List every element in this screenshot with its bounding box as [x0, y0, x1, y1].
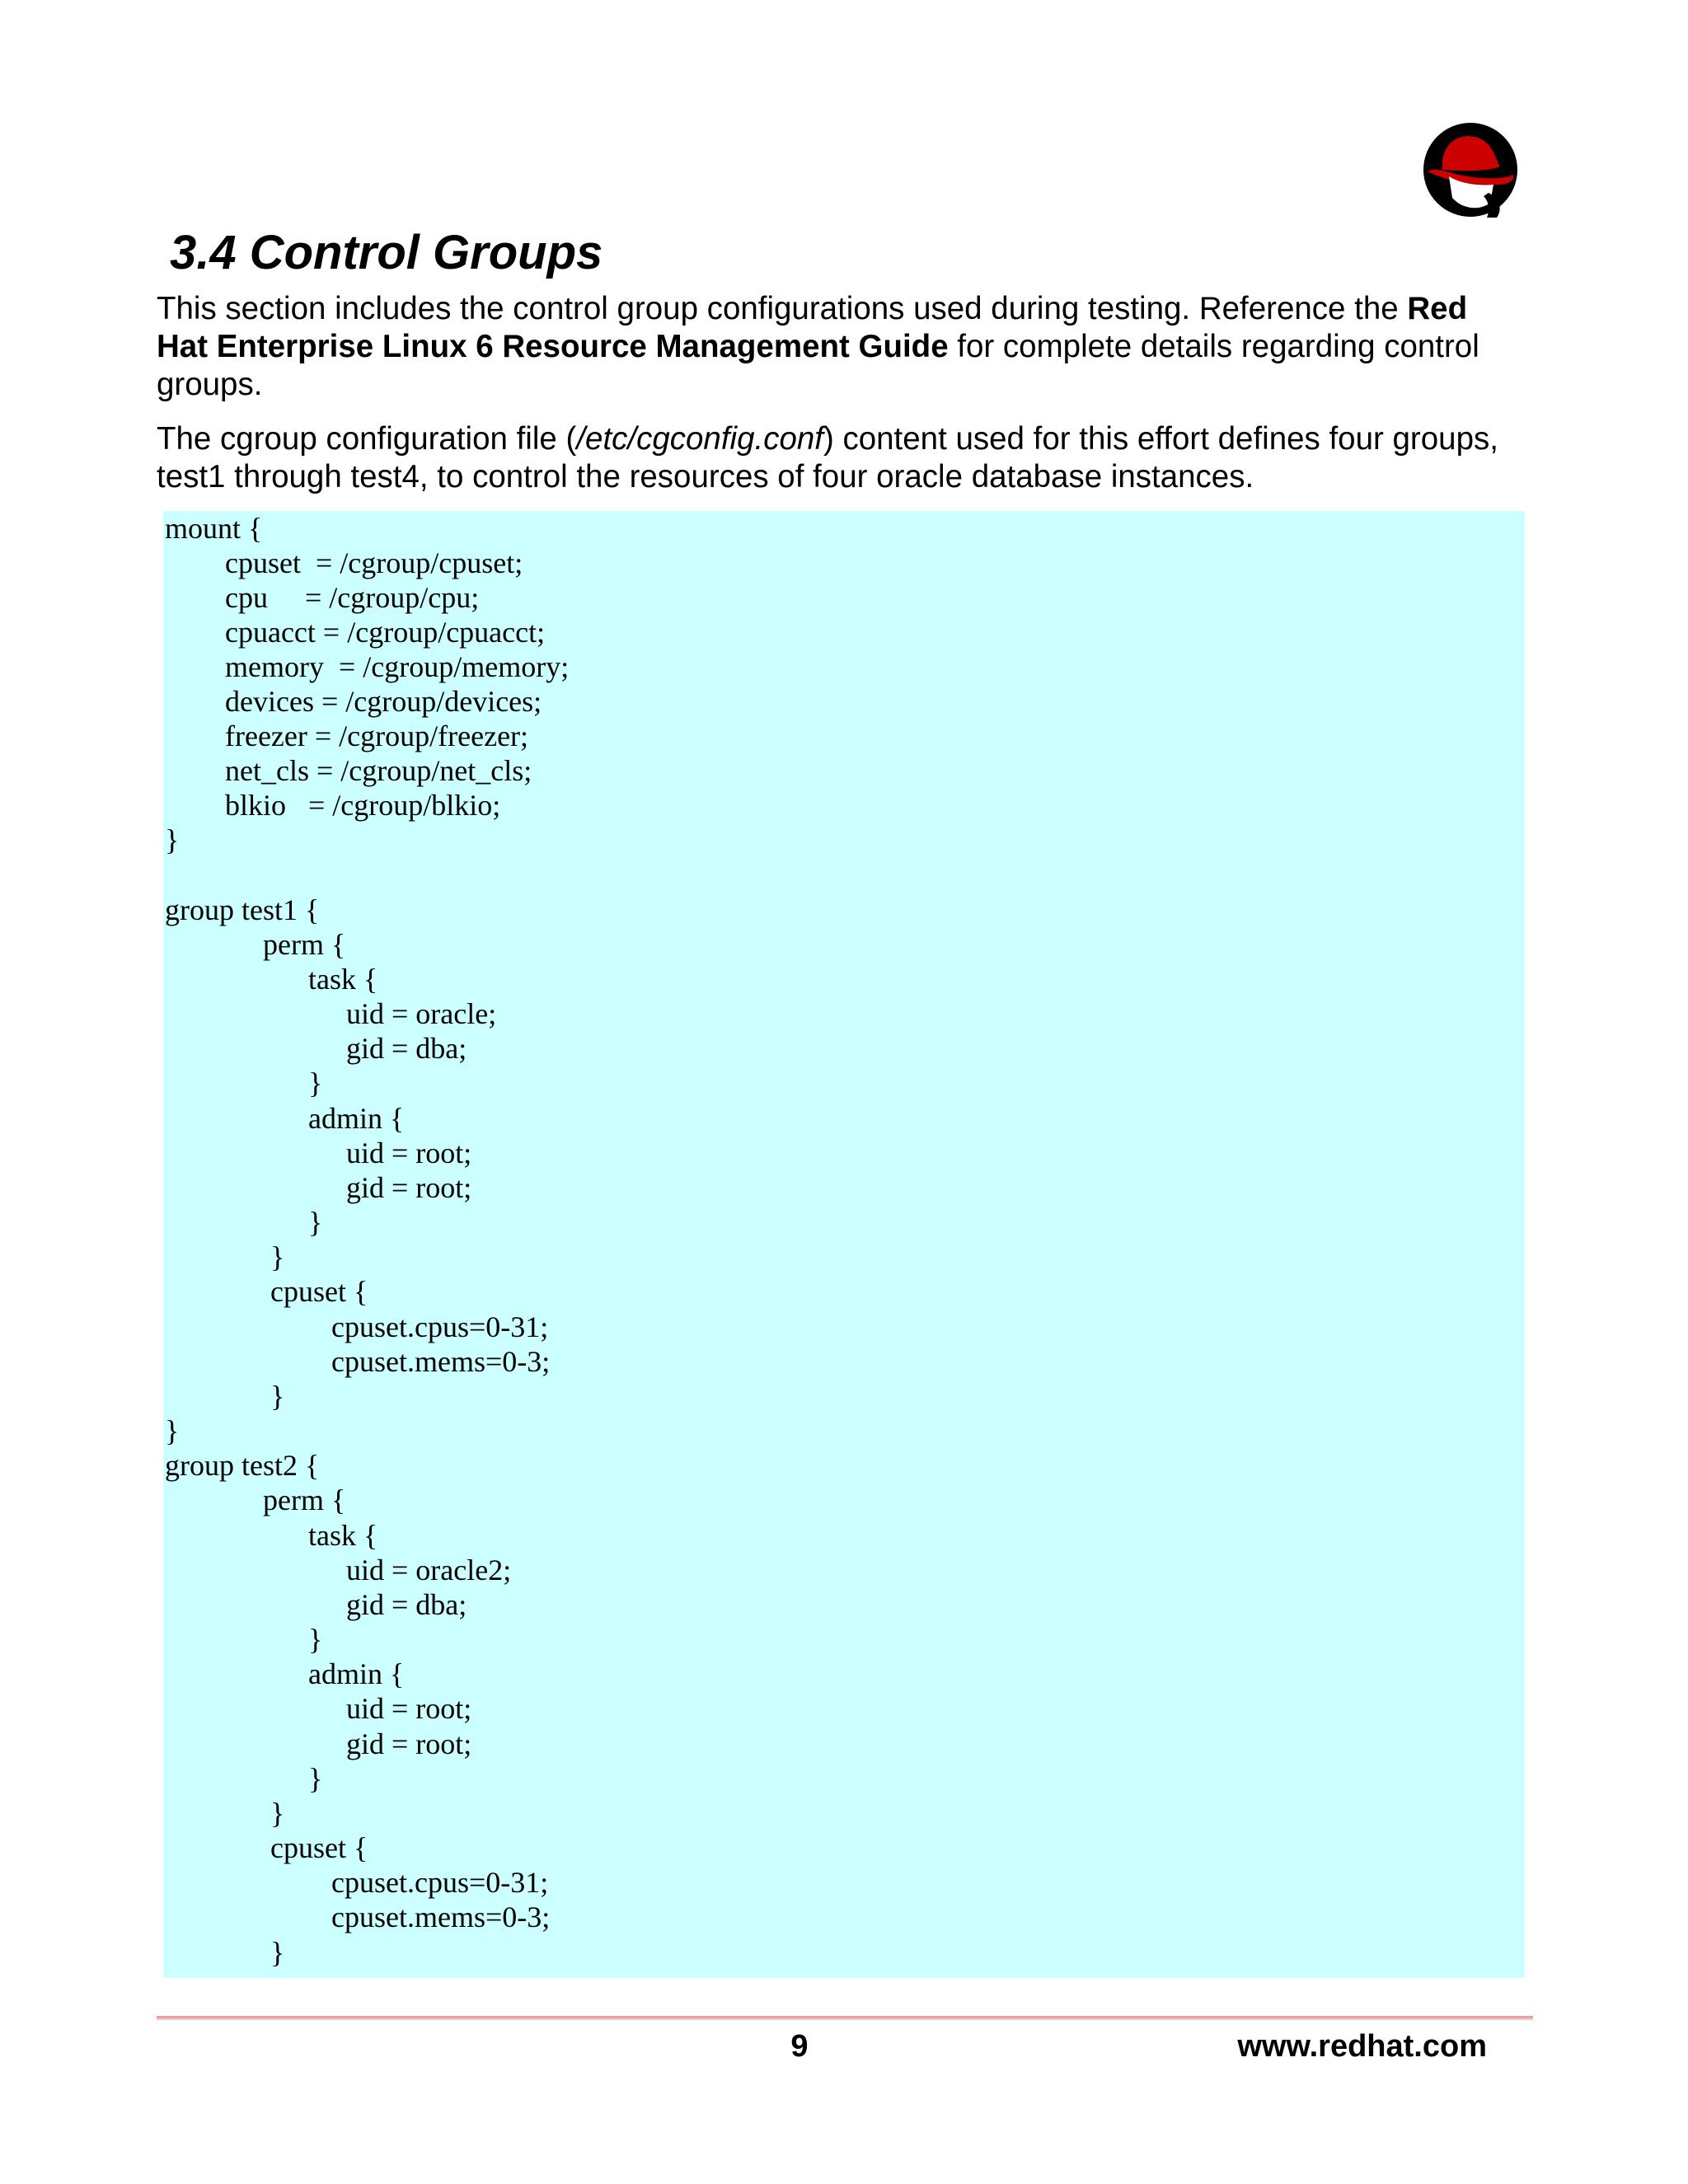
- code-line: gid = root;: [346, 1727, 472, 1760]
- code-line: admin {: [308, 1102, 405, 1135]
- intro-paragraph: [157, 290, 1526, 404]
- code-line: task {: [308, 1519, 378, 1552]
- code-line: }: [308, 1762, 323, 1795]
- page-number: 9: [790, 2029, 809, 2064]
- red-hat-logo-icon: [1419, 122, 1525, 218]
- intro-text-1: This section includes the control group configurations used during testing. Reference the: [157, 291, 1408, 326]
- code-line: }: [270, 1380, 285, 1413]
- code-line: }: [308, 1066, 323, 1099]
- code-line: cpuset.mems=0-3;: [331, 1345, 551, 1378]
- code-line: uid = oracle;: [346, 997, 497, 1030]
- code-line: gid = dba;: [346, 1588, 467, 1621]
- cgconfig-code-block: [163, 511, 1525, 1978]
- code-line: uid = root;: [346, 1692, 472, 1725]
- code-line: group test1 {: [165, 893, 320, 926]
- code-line: }: [270, 1240, 285, 1273]
- code-line: gid = root;: [346, 1171, 472, 1204]
- code-line: blkio = /cgroup/blkio;: [225, 789, 501, 822]
- code-line: devices = /cgroup/devices;: [225, 685, 542, 718]
- code-line: }: [270, 1797, 285, 1830]
- code-line: freezer = /cgroup/freezer;: [225, 719, 529, 752]
- config-intro-paragraph: [157, 420, 1526, 496]
- code-line: }: [165, 823, 180, 856]
- code-line: memory = /cgroup/memory;: [225, 650, 570, 683]
- code-line: cpuset.cpus=0-31;: [331, 1310, 549, 1343]
- config-file-path: /etc/cgconfig.conf: [576, 421, 823, 457]
- section-title: 3.4 Control Groups: [170, 226, 603, 279]
- code-line: }: [165, 1414, 180, 1447]
- code-line: net_cls = /cgroup/net_cls;: [225, 754, 532, 787]
- code-line: cpuset.cpus=0-31;: [331, 1866, 549, 1899]
- config-intro-text-2: ) content used for this effort defines four groups, test1 through test4, to control the resources of four oracle database instances.: [157, 421, 1498, 494]
- code-line: cpuset = /cgroup/cpuset;: [225, 546, 523, 579]
- footer-divider: [157, 2016, 1533, 2020]
- code-line: task {: [308, 963, 378, 996]
- code-line: cpuset {: [270, 1275, 368, 1308]
- website-url: www.redhat.com: [1237, 2029, 1487, 2064]
- code-line: group test2 {: [165, 1449, 320, 1482]
- code-line: gid = dba;: [346, 1032, 467, 1065]
- code-line: cpuacct = /cgroup/cpuacct;: [225, 616, 546, 649]
- code-line: uid = root;: [346, 1137, 472, 1169]
- code-line: cpu = /cgroup/cpu;: [225, 581, 480, 614]
- config-intro-text-1: The cgroup configuration file (: [157, 421, 577, 457]
- intro-text-2: for complete details regarding control groups.: [157, 329, 1479, 402]
- code-line: perm {: [263, 928, 346, 961]
- code-line: cpuset.mems=0-3;: [331, 1900, 551, 1933]
- code-line: uid = oracle2;: [346, 1554, 512, 1586]
- code-line: cpuset {: [270, 1831, 368, 1864]
- guide-reference: Red Hat Enterprise Linux 6 Resource Management Guide: [157, 291, 1468, 364]
- code-line: mount {: [165, 512, 263, 545]
- code-line: }: [308, 1623, 323, 1656]
- code-line: }: [308, 1206, 323, 1239]
- code-line: admin {: [308, 1657, 405, 1690]
- code-line: perm {: [263, 1483, 346, 1516]
- code-line: }: [270, 1936, 285, 1969]
